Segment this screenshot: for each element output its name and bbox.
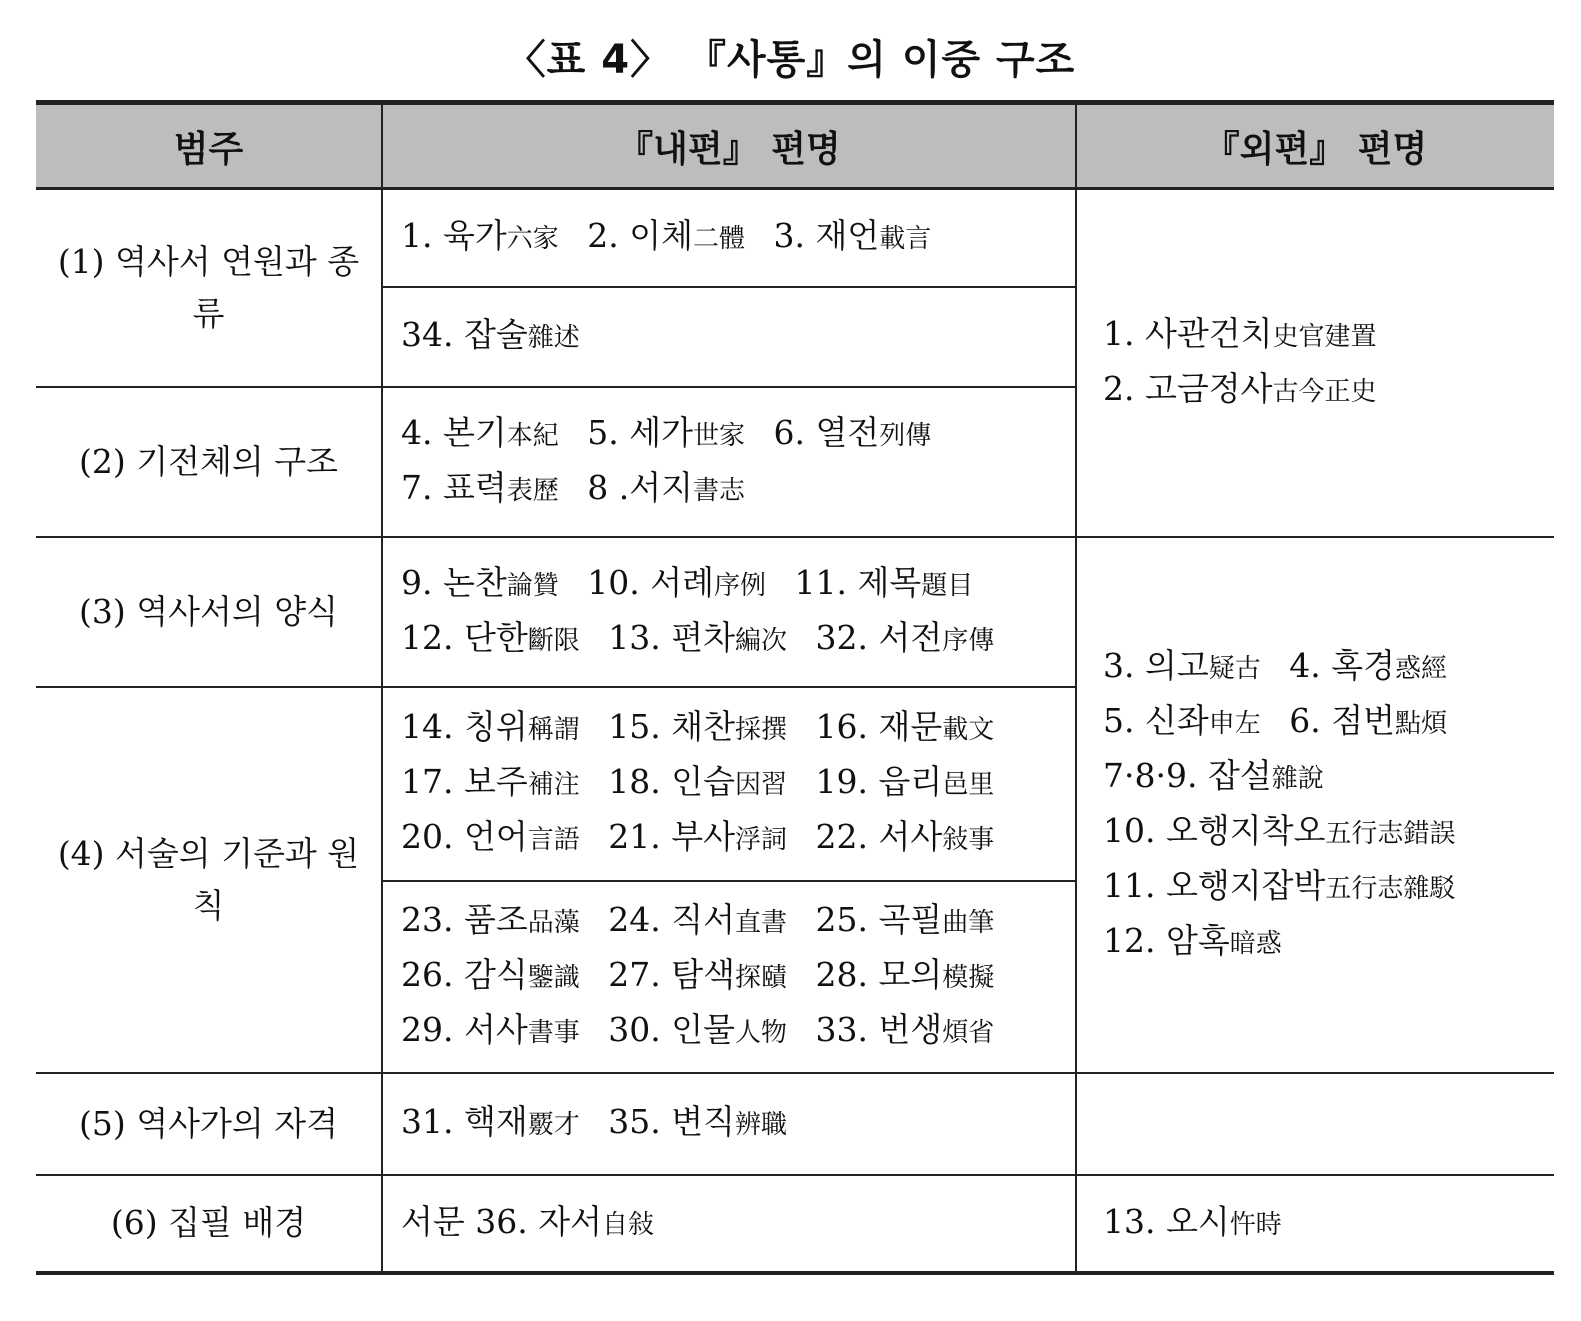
inner-line <box>401 557 1057 612</box>
chapter-item: 20. 언어言語 <box>401 817 580 856</box>
chapter-item: 18. 인습因習 <box>608 762 787 801</box>
chapter-item: 33. 번생煩省 <box>815 1010 995 1049</box>
category-cell: (3) 역사서의 양식 <box>36 537 382 687</box>
category-cell: (6) 집필 배경 <box>36 1175 382 1273</box>
table-row <box>36 1175 1554 1273</box>
chapter-item: 26. 감식鑒識 <box>401 955 580 994</box>
outer-cell <box>1076 189 1554 537</box>
inner-cell <box>382 189 1076 287</box>
category-cell: (4) 서술의 기준과 원칙 <box>36 687 382 1073</box>
header-outer: 『외편』 편명 <box>1076 103 1554 189</box>
chapter-item: 7. 표력表歷 <box>401 467 559 507</box>
outer-cell <box>1076 1175 1554 1273</box>
inner-line <box>401 756 1057 811</box>
chapter-item: 13. 편차編次 <box>608 617 787 657</box>
chapter-item: 19. 읍리邑里 <box>815 762 995 801</box>
table-title: 〈표 4〉 『사통』의 이중 구조 <box>505 37 1076 83</box>
inner-line <box>401 210 1057 265</box>
chapter-item: 35. 변직辨職 <box>608 1102 787 1141</box>
chapter-item: 23. 품조品藻 <box>401 900 580 939</box>
inner-cell <box>382 387 1076 537</box>
inner-line <box>401 1096 1057 1151</box>
header-row <box>36 103 1554 189</box>
chapter-item: 15. 채찬採撰 <box>608 707 787 746</box>
inner-cell <box>382 687 1076 881</box>
outer-line: 1. 사관건치史官建置 <box>1103 313 1377 353</box>
chapter-item: 10. 서례序例 <box>587 562 766 602</box>
outer-line: 13. 오시忤時 <box>1103 1201 1282 1241</box>
inner-cell <box>382 287 1076 387</box>
header-category: 범주 <box>36 103 382 189</box>
chapter-item: 34. 잡술雜述 <box>401 315 580 354</box>
table-row <box>36 537 1554 687</box>
chapter-item: 4. 혹경惑經 <box>1289 645 1447 685</box>
category-cell: (1) 역사서 연원과 종류 <box>36 189 382 387</box>
inner-cell <box>382 1073 1076 1175</box>
chapter-item: 3. 의고疑古 <box>1103 645 1261 685</box>
table-row <box>36 189 1554 287</box>
outer-line: 11. 오행지잡박五行志雜駁 <box>1103 865 1456 905</box>
chapter-item: 29. 서사書事 <box>401 1010 580 1049</box>
chapter-item: 17. 보주補注 <box>401 762 580 801</box>
structure-table <box>36 100 1554 1275</box>
category-cell: (5) 역사가의 자격 <box>36 1073 382 1175</box>
inner-line <box>401 1196 1057 1251</box>
inner-line <box>401 701 1057 756</box>
chapter-item: 25. 곡필曲筆 <box>815 900 995 939</box>
inner-line <box>401 309 1057 364</box>
inner-line <box>401 811 1057 866</box>
chapter-item: 6. 점번點煩 <box>1289 700 1447 740</box>
outer-cell <box>1076 537 1554 1073</box>
chapter-item: 9. 논찬論贊 <box>401 562 559 602</box>
inner-line <box>401 462 1057 517</box>
outer-line: 7·8·9. 잡설雜說 <box>1103 755 1324 795</box>
chapter-item: 6. 열전列傳 <box>773 412 932 452</box>
chapter-item: 8 .서지書志 <box>587 467 745 507</box>
chapter-item: 2. 이체二體 <box>587 216 745 256</box>
chapter-item: 4. 본기本紀 <box>401 412 559 452</box>
chapter-item: 서문 36. 자서自敍 <box>401 1201 654 1241</box>
chapter-item: 28. 모의模擬 <box>815 955 995 994</box>
inner-line <box>401 949 1057 1004</box>
inner-cell <box>382 881 1076 1073</box>
chapter-item: 14. 칭위稱謂 <box>401 707 580 746</box>
outer-line <box>1103 640 1536 695</box>
inner-line <box>401 1004 1057 1059</box>
chapter-item: 31. 핵재覈才 <box>401 1102 580 1141</box>
outer-cell <box>1076 1073 1554 1175</box>
outer-line: 10. 오행지착오五行志錯誤 <box>1103 810 1456 850</box>
chapter-item: 5. 세가世家 <box>587 412 745 452</box>
table-row <box>36 1073 1554 1175</box>
inner-line <box>401 894 1057 949</box>
outer-line: 2. 고금정사古今正史 <box>1103 368 1377 408</box>
chapter-item: 24. 직서直書 <box>608 900 787 939</box>
chapter-item: 12. 단한斷限 <box>401 617 580 657</box>
chapter-item: 11. 제목題目 <box>794 562 974 602</box>
chapter-item: 30. 인물人物 <box>608 1010 787 1049</box>
header-inner: 『내편』 편명 <box>382 103 1076 189</box>
inner-line <box>401 407 1057 462</box>
chapter-item: 21. 부사浮詞 <box>608 817 787 856</box>
outer-line <box>1103 695 1536 750</box>
chapter-item: 27. 탐색探賾 <box>608 955 787 994</box>
category-cell: (2) 기전체의 구조 <box>36 387 382 537</box>
chapter-item: 1. 육가六家 <box>401 216 559 256</box>
outer-line: 12. 암혹暗惑 <box>1103 920 1282 960</box>
chapter-item: 5. 신좌申左 <box>1103 700 1261 740</box>
chapter-item: 22. 서사敍事 <box>815 817 995 856</box>
inner-cell <box>382 1175 1076 1273</box>
inner-line <box>401 612 1057 667</box>
inner-cell <box>382 537 1076 687</box>
chapter-item: 3. 재언載言 <box>773 216 932 256</box>
chapter-item: 32. 서전序傳 <box>815 617 995 657</box>
chapter-item: 16. 재문載文 <box>815 707 995 746</box>
